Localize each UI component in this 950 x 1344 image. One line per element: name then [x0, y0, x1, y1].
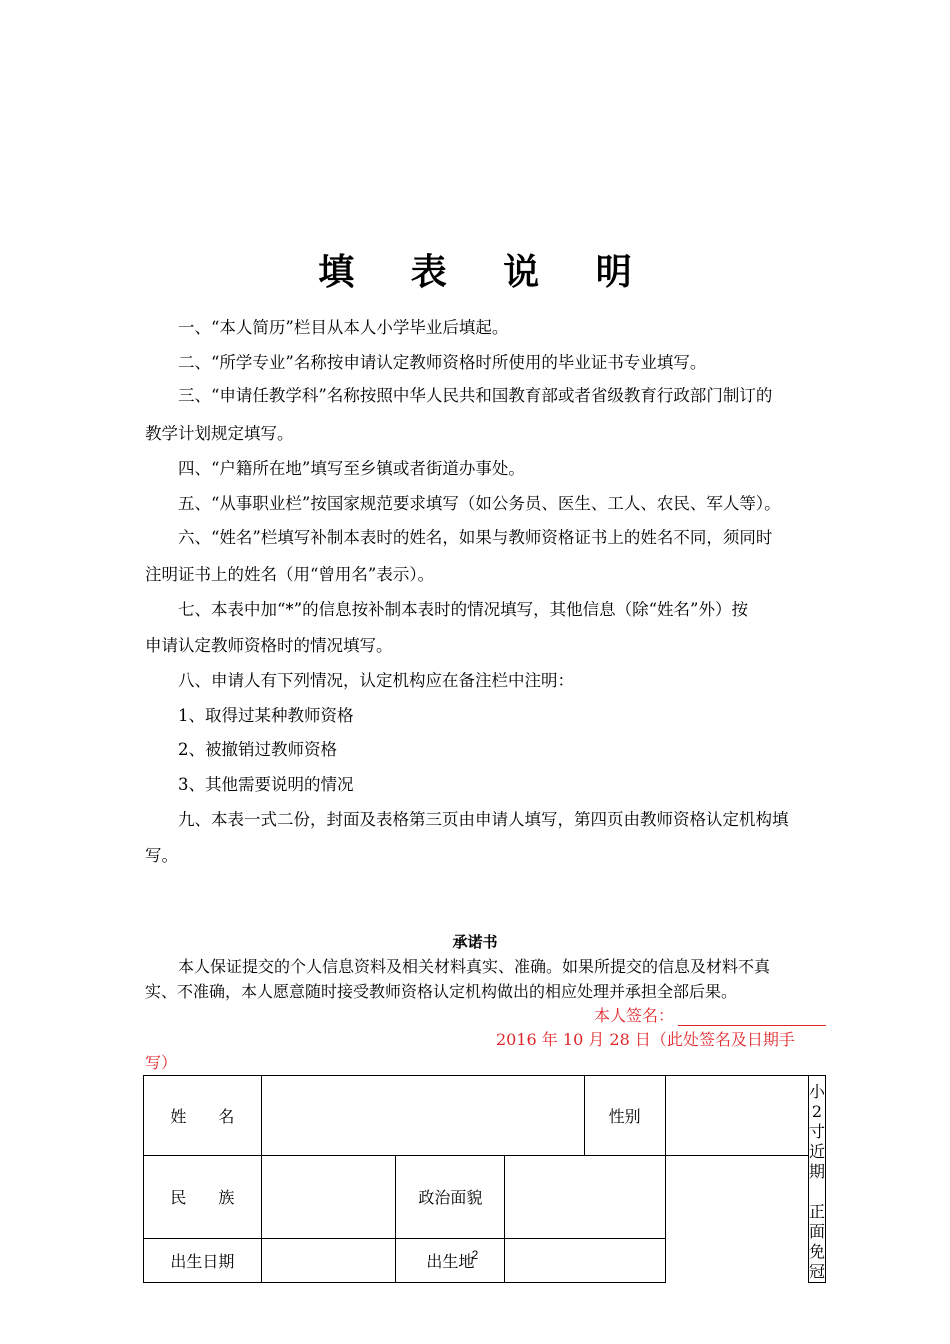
instruction-line: 注明证书上的姓名（用“曾用名”表示）。	[145, 565, 435, 584]
instruction-line: 三、“申请任教学科”名称按照中华人民共和国教育部或者省级教育行政部门制订的	[178, 386, 773, 405]
photo-note: 小 2 寸近期	[808, 1082, 825, 1181]
pledge-date-cont: 写）	[145, 1053, 178, 1072]
name-label: 姓 名	[144, 1076, 262, 1156]
pledge-title: 承诺书	[452, 933, 498, 951]
pledge-date: 2016 年 10 月 28 日（此处签名及日期手	[496, 1030, 795, 1049]
political-status-field[interactable]	[505, 1155, 665, 1238]
instruction-line: 四、“户籍所在地”填写至乡镇或者街道办事处。	[178, 459, 525, 478]
ethnicity-field[interactable]	[261, 1155, 396, 1238]
instruction-line: 五、“从事职业栏”按国家规范要求填写（如公务员、医生、工人、农民、军人等）。	[178, 494, 781, 513]
instruction-line: 3、其他需要说明的情况	[178, 775, 354, 794]
instruction-line: 2、被撤销过教师资格	[178, 740, 337, 759]
name-field[interactable]	[261, 1076, 584, 1156]
instruction-line: 九、本表一式二份，封面及表格第三页由申请人填写，第四页由教师资格认定机构填	[178, 810, 789, 829]
signature-field[interactable]	[594, 1006, 826, 1026]
instruction-line: 申请认定教师资格时的情况填写。	[145, 636, 393, 655]
signature-label: 本人签名：	[594, 1006, 675, 1025]
ethnicity-label: 民 族	[144, 1155, 262, 1238]
instruction-line: 七、本表中加“*”的信息按补制本表时的情况填写，其他信息（除“姓名”外）按	[178, 600, 748, 619]
photo-note: 正面免冠	[808, 1202, 825, 1281]
instruction-line: 1、取得过某种教师资格	[178, 706, 354, 725]
instruction-line: 教学计划规定填写。	[145, 424, 294, 443]
gender-label: 性别	[584, 1076, 665, 1156]
instruction-line: 八、申请人有下列情况，认定机构应在备注栏中注明：	[178, 671, 574, 690]
page-title: 填 表 说 明	[318, 252, 654, 293]
instruction-line: 一、“本人简历”栏目从本人小学毕业后填起。	[178, 318, 509, 337]
birthplace-label: 出生地	[396, 1238, 505, 1282]
pledge-text: 实、不准确，本人愿意随时接受教师资格认定机构做出的相应处理并承担全部后果。	[145, 982, 738, 1001]
political-status-label: 政治面貌	[396, 1155, 505, 1238]
instruction-line: 写。	[145, 846, 178, 865]
signature-line[interactable]	[678, 1008, 826, 1026]
instruction-line: 二、“所学专业”名称按申请认定教师资格时所使用的毕业证书专业填写。	[178, 353, 707, 372]
birthdate-label: 出生日期	[144, 1238, 262, 1282]
page-number: 2	[471, 1248, 479, 1262]
instruction-line: 六、“姓名”栏填写补制本表时的姓名，如果与教师资格证书上的姓名不同，须同时	[178, 528, 773, 547]
pledge-text: 本人保证提交的个人信息资料及相关材料真实、准确。如果所提交的信息及材料不真	[178, 957, 771, 976]
gender-field[interactable]	[665, 1076, 808, 1156]
